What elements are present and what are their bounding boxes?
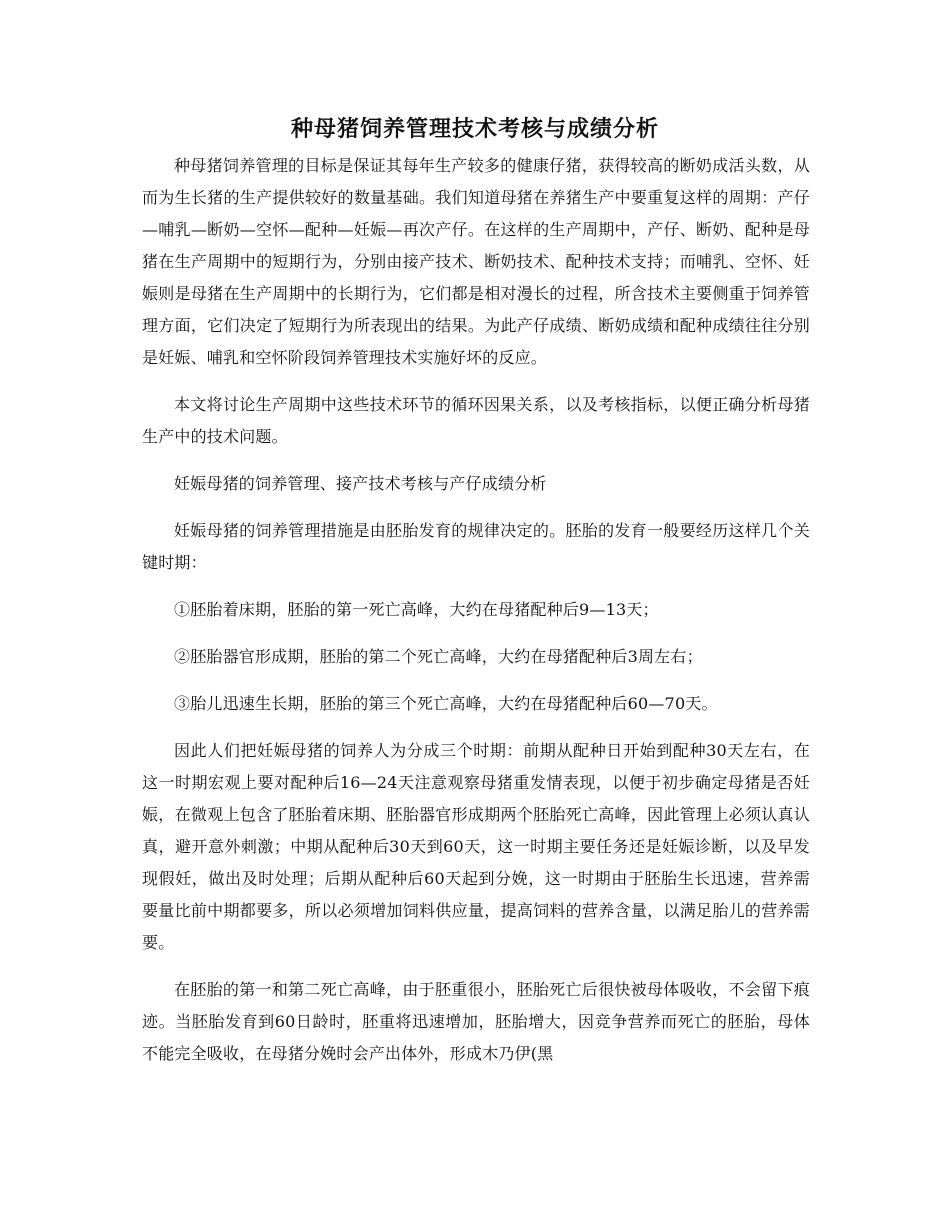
list-item-stage-3: ③胎儿迅速生长期，胚胎的第三个死亡高峰，大约在母猪配种后60—70天。 — [174, 694, 718, 713]
paragraph-embryo-death: 在胚胎的第一和第二死亡高峰，由于胚重很小，胚胎死亡后很快被母体吸收，不会留下痕迹。当胚胎发育到60日龄时，胚重将迅速增加，胚胎增大，因竞争营养而死亡的胚胎，母体不能完全吸收，在母猪分娩时会产出体外，形成木乃伊(黑 — [142, 980, 810, 1063]
paragraph-embryo-stages: 妊娠母猪的饲养管理措施是由胚胎发育的规律决定的。胚胎的发育一般要经历这样几个关键时期： — [142, 521, 810, 572]
list-item-stage-1: ①胚胎着床期，胚胎的第一死亡高峰，大约在母猪配种后9—13天； — [174, 600, 659, 619]
list-item-stage-2: ②胚胎器官形成期，胚胎的第二个死亡高峰，大约在母猪配种后3周左右； — [174, 647, 703, 666]
paragraph-purpose: 本文将讨论生产周期中这些技术环节的循环因果关系，以及考核指标，以便正确分析母猪生产中的技术问题。 — [142, 395, 810, 446]
paragraph-gestation-periods: 因此人们把妊娠母猪的饲养人为分成三个时期：前期从配种日开始到配种30天左右，在这一时期宏观上要对配种后16—24天注意观察母猪重发情表现，以便于初步确定母猪是否妊娠，在微观上包含了胚胎着床期、胚胎器官形成期两个胚胎死亡高峰，因此管理上必须认真认真，避开意外刺激；中期从配种后30天到60天，这一时期主要任务还是妊娠诊断，以及早发现假妊，做出及时处理；后期从配种后60天起到分娩，这一时期由于胚胎生长迅速，营养需要量比前中期都要多，所以必须增加饲料供应量，提高饲料的营养含量，以满足胎儿的营养需要。 — [142, 741, 810, 952]
document-title: 种母猪饲养管理技术考核与成绩分析 — [290, 116, 659, 142]
section-heading: 妊娠母猪的饲养管理、接产技术考核与产仔成绩分析 — [174, 474, 547, 493]
document-body — [142, 150, 810, 1070]
paragraph-intro: 种母猪饲养管理的目标是保证其每年生产较多的健康仔猪，获得较高的断奶成活头数，从而为生长猪的生产提供较好的数量基础。我们知道母猪在养猪生产中要重复这样的周期：产仔—哺乳—断奶—空怀—配种—妊娠—再次产仔。在这样的生产周期中，产仔、断奶、配种是母猪在生产周期中的短期行为，分别由接产技术、断奶技术、配种技术支持；而哺乳、空怀、妊娠则是母猪在生产周期中的长期行为，它们都是相对漫长的过程，所含技术主要侧重于饲养管理方面，它们决定了短期行为所表现出的结果。为此产仔成绩、断奶成绩和配种成绩往往分别是妊娠、哺乳和空怀阶段饲养管理技术实施好坏的反应。 — [142, 156, 810, 367]
